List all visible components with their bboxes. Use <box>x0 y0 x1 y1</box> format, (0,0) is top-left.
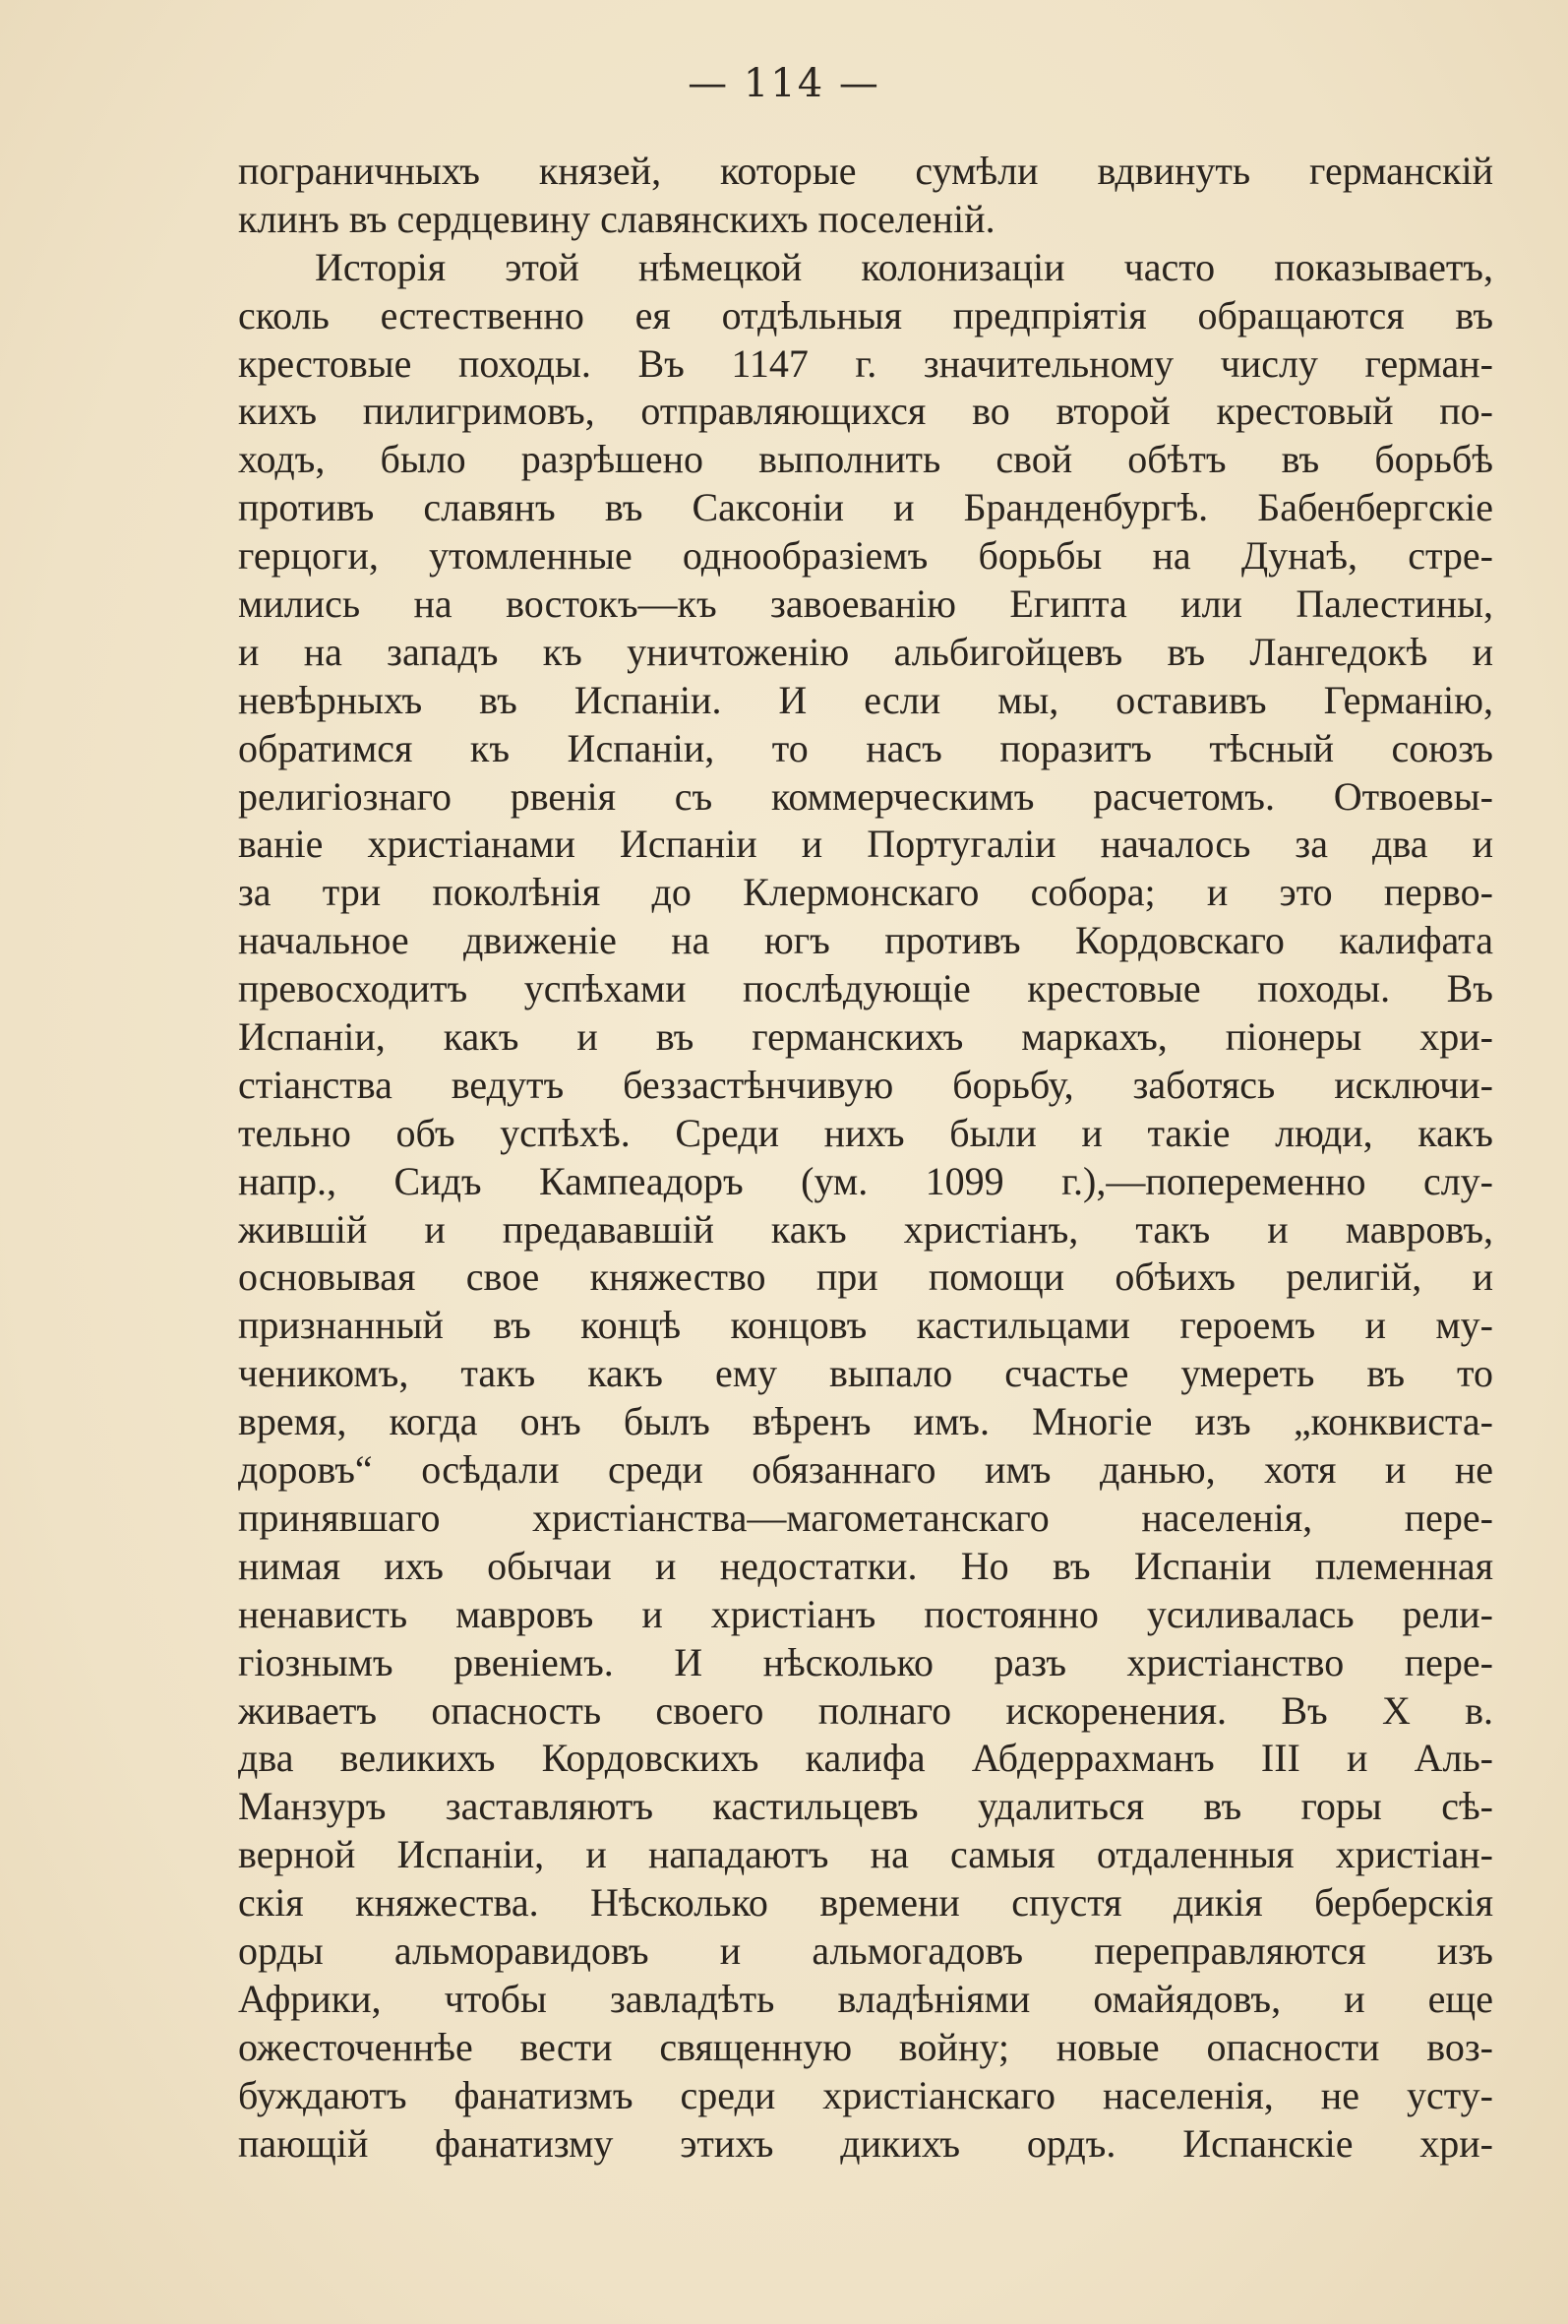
text-line: верной Испаніи, и нападаютъ на самыя отдаленныя христіан- <box>238 1832 1493 1877</box>
text-line: невѣрныхъ въ Испаніи. И если мы, оставивъ Германію, <box>238 677 1493 722</box>
text-line: признанный въ концѣ концовъ кастильцами героемъ и му- <box>238 1303 1493 1348</box>
text-line: Африки, чтобы завладѣть владѣніями омайядовъ, и еще <box>238 1976 1493 2021</box>
text-line: стіанства ведутъ беззастѣнчивую борьбу, заботясь исключи- <box>238 1062 1493 1107</box>
text-line: кихъ пилигримовъ, отправляющихся во второй крестовый по- <box>238 389 1493 434</box>
text-line: ваніе христіанами Испаніи и Португаліи началось за два и <box>238 822 1493 867</box>
text-line: Исторія этой нѣмецкой колонизаціи часто показываетъ, <box>315 244 1493 289</box>
text-line: герцоги, утомленные однообразіемъ борьбы на Дунаѣ, стре- <box>238 533 1493 579</box>
text-line: сколь естественно ея отдѣльныя предпріятія обращаются въ <box>238 292 1493 337</box>
text-line: жившій и предававшій какъ христіанъ, такъ и мавровъ, <box>238 1206 1493 1252</box>
text-line: клинъ въ сердцевину славянскихъ поселеній. <box>238 196 995 241</box>
text-line: основывая свое княжество при помощи обѣихъ религій, и <box>238 1254 1493 1300</box>
page-number: — 114 — <box>688 61 880 106</box>
text-line: Испаніи, какъ и въ германскихъ маркахъ, піонеры хри- <box>238 1014 1493 1060</box>
text-line: скія княжества. Нѣсколько времени спустя дикія берберскія <box>238 1880 1493 1926</box>
body-text <box>238 148 1493 2168</box>
text-line: ожесточеннѣе вести священную войну; новые опасности воз- <box>238 2024 1493 2069</box>
text-line: нимая ихъ обычаи и недостатки. Но въ Испаніи племенная <box>238 1543 1493 1588</box>
text-line: ходъ, было разрѣшено выполнить свой обѣтъ въ борьбѣ <box>238 437 1493 482</box>
text-line: ченикомъ, такъ какъ ему выпало счастье умереть въ то <box>238 1351 1493 1396</box>
text-line: Манзуръ заставляютъ кастильцевъ удалиться въ горы сѣ- <box>238 1784 1493 1829</box>
text-line: и на западъ къ уничтоженію альбигойцевъ въ Лангедокѣ и <box>238 629 1493 674</box>
text-line: крестовые походы. Въ 1147 г. значительному числу герман- <box>238 340 1493 386</box>
text-line: принявшаго христіанства—магометанскаго населенія, пере- <box>238 1495 1493 1540</box>
text-line: превосходитъ успѣхами послѣдующіе крестовые походы. Въ <box>238 966 1493 1011</box>
text-line: начальное движеніе на югъ противъ Кордовскаго калифата <box>238 918 1493 963</box>
text-line: противъ славянъ въ Саксоніи и Бранденбургѣ. Бабенбергскіе <box>238 485 1493 530</box>
text-line: буждаютъ фанатизмъ среди христіанскаго населенія, не усту- <box>238 2072 1493 2117</box>
text-line: время, когда онъ былъ вѣренъ имъ. Многіе изъ „конквиста- <box>238 1399 1493 1444</box>
text-line: гіознымъ рвеніемъ. И нѣсколько разъ христіанство пере- <box>238 1639 1493 1684</box>
text-line: пающій фанатизму этихъ дикихъ ордъ. Испанскіе хри- <box>238 2120 1493 2166</box>
text-line: тельно объ успѣхѣ. Среди нихъ были и такіе люди, какъ <box>238 1110 1493 1155</box>
text-line: мились на востокъ—къ завоеванію Египта или Палестины, <box>238 581 1493 627</box>
text-line: орды альморавидовъ и альмогадовъ переправляются изъ <box>238 1927 1493 1973</box>
text-line: два великихъ Кордовскихъ калифа Абдеррахманъ III и Аль- <box>238 1736 1493 1781</box>
text-line: ненависть мавровъ и христіанъ постоянно усиливалась рели- <box>238 1591 1493 1636</box>
text-line: обратимся къ Испаніи, то насъ поразитъ тѣсный союзъ <box>238 725 1493 770</box>
text-line: напр., Сидъ Кампеадоръ (ум. 1099 г.),—попеременно слу- <box>238 1158 1493 1203</box>
text-line: живаетъ опасность своего полнаго искоренения. Въ X в. <box>238 1687 1493 1733</box>
text-line: за три поколѣнія до Клермонскаго собора; и это перво- <box>238 870 1493 915</box>
text-line: пограничныхъ князей, которые сумѣли вдвинуть германскій <box>238 149 1493 193</box>
text-line: религіознаго рвенія съ коммерческимъ расчетомъ. Отвоевы- <box>238 773 1493 819</box>
text-line: доровъ“ осѣдали среди обязаннаго имъ данью, хотя и не <box>238 1447 1493 1493</box>
